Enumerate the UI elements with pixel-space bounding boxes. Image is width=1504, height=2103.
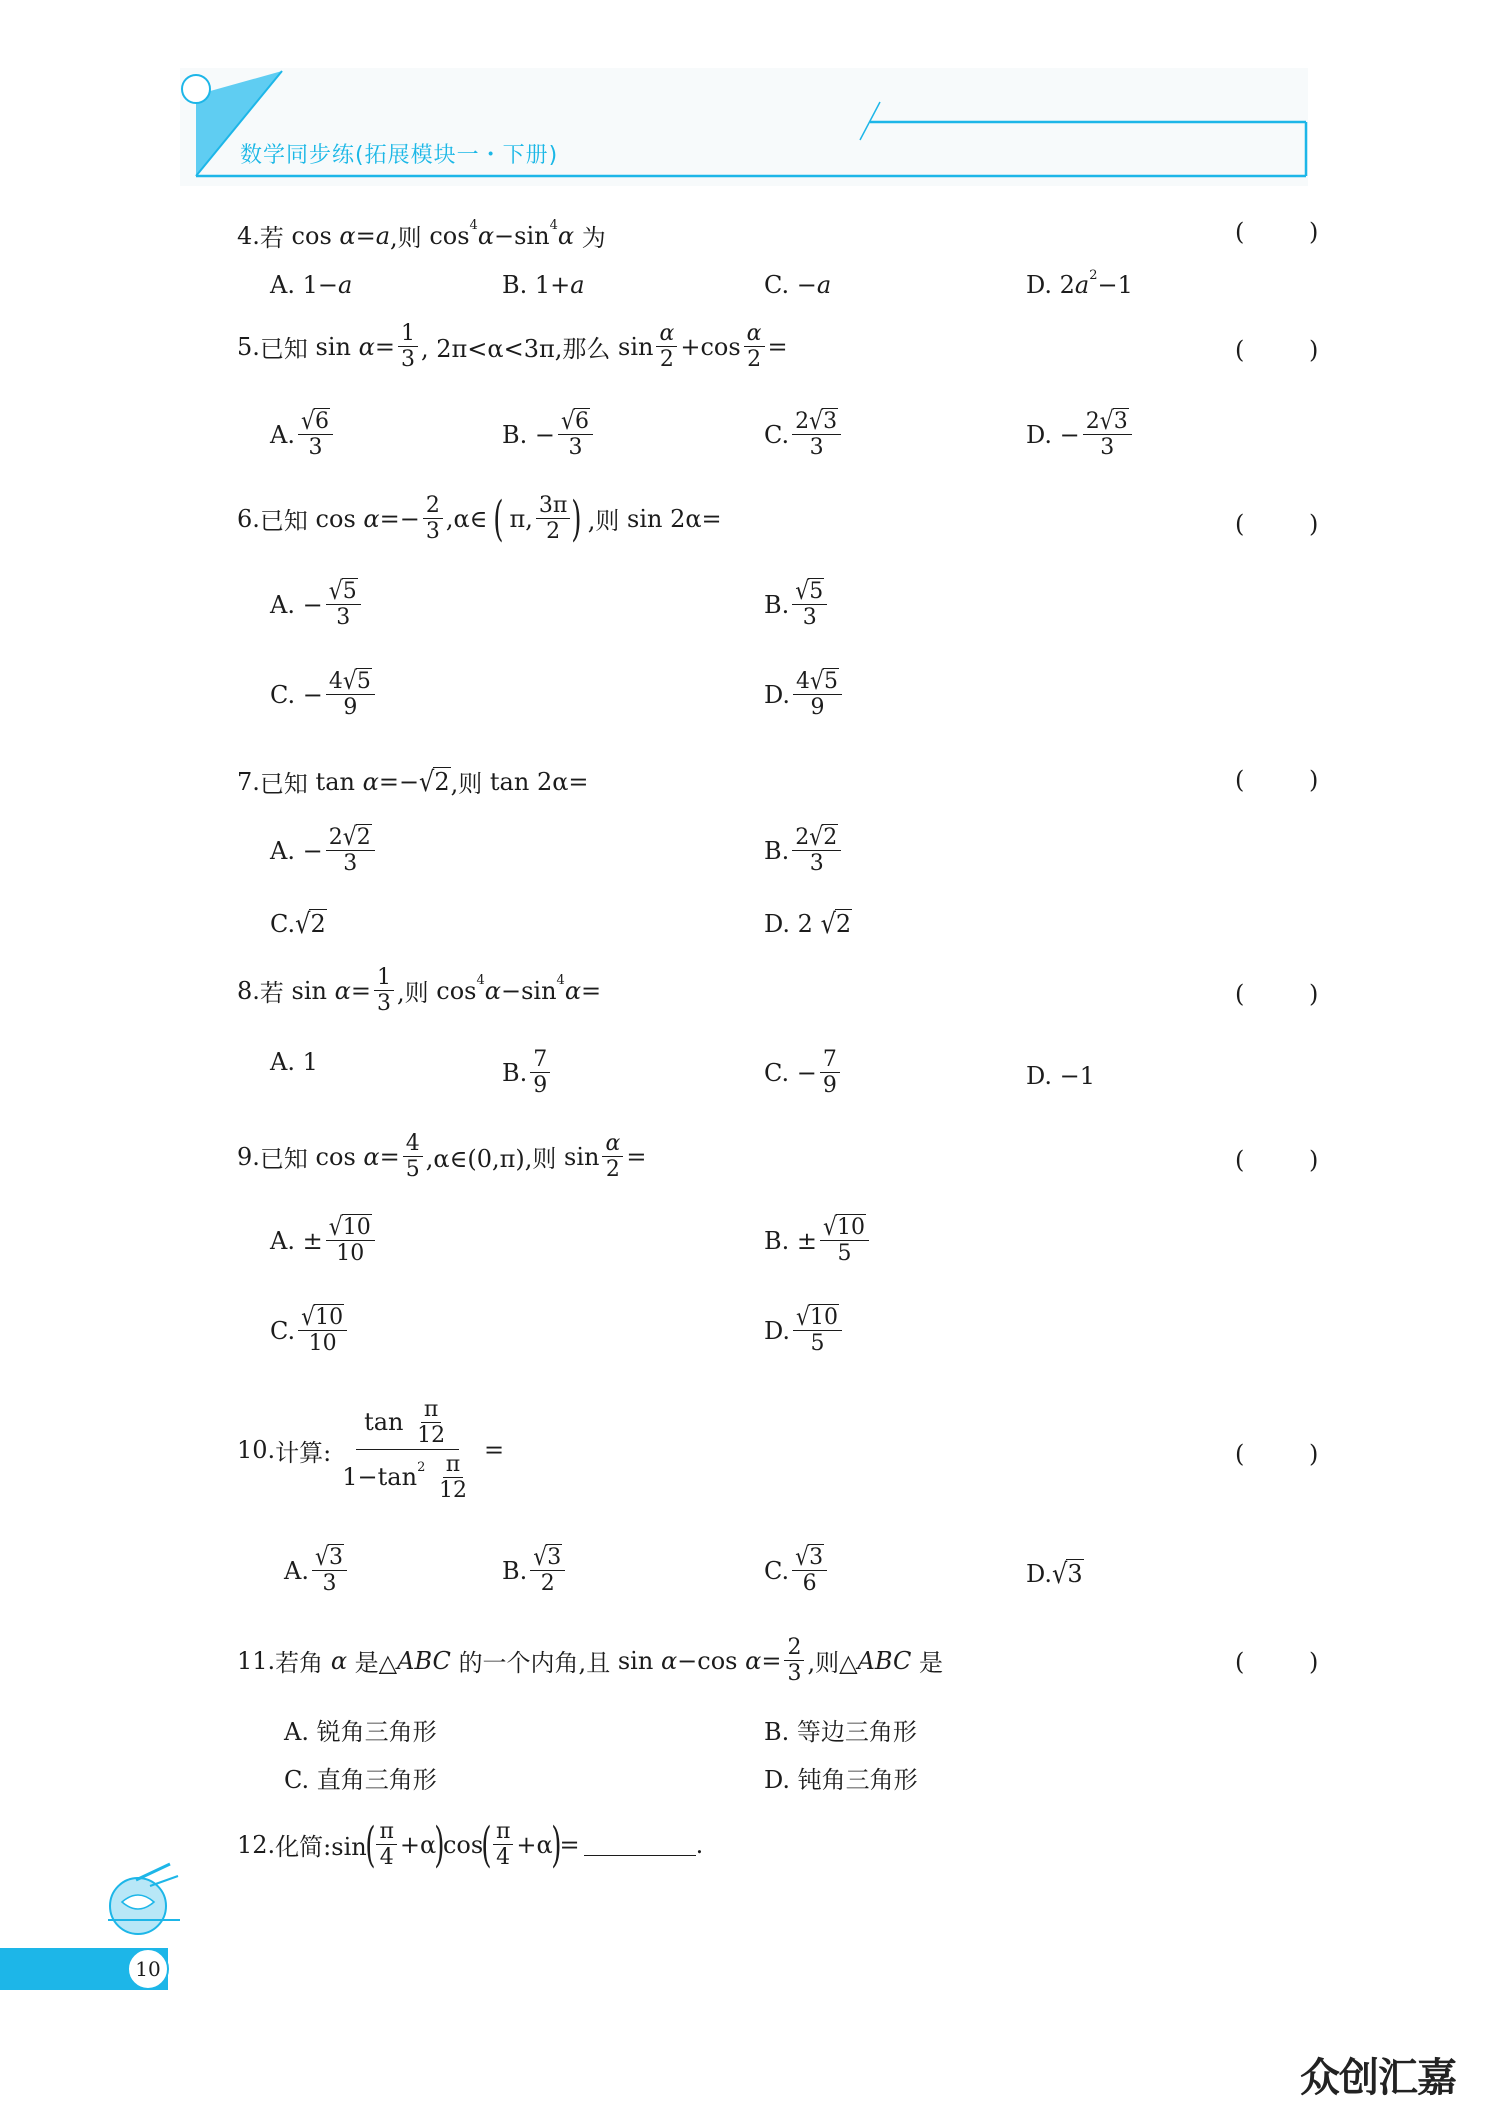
option-c: C. √2 [270, 907, 326, 941]
question-4: 4. 若 cos α = a ,则 cos 4 α − sin 4 α 为 [237, 218, 606, 252]
option-a: A. 锐角三角形 [284, 1718, 437, 1746]
option-d: D. − $\frac{2√3}{3}$ [1026, 410, 1135, 459]
option-d: D. 2 a 2 −1 [1026, 267, 1133, 299]
option-c: C. $\frac{√3}{6}$ [764, 1546, 830, 1595]
watermark: 众创汇嘉 [1300, 2055, 1456, 2101]
page-number: 10 [127, 1948, 169, 1990]
option-d: D. 钝角三角形 [764, 1766, 918, 1794]
answer-paren: ( ) [1235, 218, 1319, 246]
option-b: B. 等边三角形 [764, 1718, 917, 1746]
option-b: B. − $\frac{√6}{3}$ [502, 410, 596, 459]
option-c: C. − $\frac{7}{9}$ [764, 1048, 843, 1097]
question-6: 6. 已知 cos α =− $\frac{2}{3}$ ,α∈ ( π, $\frac{3\pi}{2}$ ) ,则 sin 2α= [237, 490, 722, 547]
option-b: B. 1+ a [502, 271, 585, 299]
header-decoration [0, 0, 1504, 200]
option-d: D. −1 [1026, 1062, 1096, 1090]
answer-paren: ( ) [1235, 336, 1319, 364]
question-11: 11. 若角 α 是△ ABC 的一个内角,且 sin α −cos α = $\frac{2}{3}$ ,则△ ABC 是 [237, 1635, 943, 1687]
answer-paren: ( ) [1235, 510, 1319, 538]
option-c: C. − a [764, 271, 832, 299]
question-8: 8. 若 sin α = $\frac{1}{3}$ ,则 cos 4 α − sin 4 α = [237, 965, 602, 1017]
option-c: C. $\frac{2√3}{3}$ [764, 410, 844, 459]
option-a: A. ± $\frac{√10}{10}$ [270, 1216, 378, 1265]
question-10: 10. 计算: tan $\frac{\pi}{12}$ 1−tan 2 $\frac{\pi}{12}$ = [237, 1397, 505, 1504]
option-b: B. ± $\frac{√10}{5}$ [764, 1216, 872, 1265]
answer-paren: ( ) [1235, 1146, 1319, 1174]
question-9: 9. 已知 cos α = $\frac{4}{5}$ ,α∈(0,π),则 sin $\frac{\alpha}{2}$ = [237, 1131, 647, 1183]
option-b: B. $\frac{7}{9}$ [502, 1048, 553, 1097]
question-12: 12. 化简:sin ( $\frac{\pi}{4}$ +α ) cos ( $\frac{\pi}{4}$ +α ) = . [237, 1816, 704, 1873]
option-b: B. $\frac{√5}{3}$ [764, 580, 830, 629]
option-c: C. $\frac{√10}{10}$ [270, 1306, 350, 1355]
option-d: D. 2 √2 [764, 907, 852, 941]
answer-paren: ( ) [1235, 1440, 1319, 1468]
book-title: 数学同步练(拓展模块一・下册) [240, 143, 559, 168]
option-d: D. √3 [1026, 1557, 1083, 1591]
option-a: A. $\frac{√3}{3}$ [284, 1546, 350, 1595]
question-7: 7. 已知 tan α =− √2 ,则 tan 2α= [237, 765, 589, 798]
option-b: B. $\frac{√3}{2}$ [502, 1546, 568, 1595]
mascot-icon [100, 1858, 190, 1938]
option-c: C. − $\frac{4√5}{9}$ [270, 670, 378, 719]
answer-paren: ( ) [1235, 1648, 1319, 1676]
question-5: 5. 已知 sin α = $\frac{1}{3}$ , 2π<α<3π,那么 sin $\frac{\alpha}{2}$ +cos $\frac{\alpha}{2}$ = [237, 321, 788, 373]
option-c: C. 直角三角形 [284, 1766, 437, 1794]
option-d: D. $\frac{√10}{5}$ [764, 1306, 845, 1355]
option-b: B. $\frac{2√2}{3}$ [764, 826, 844, 875]
answer-blank [584, 1833, 696, 1856]
option-a: A. $\frac{√6}{3}$ [270, 410, 336, 459]
answer-paren: ( ) [1235, 980, 1319, 1008]
option-a: A. 1 [270, 1048, 318, 1076]
option-a: A. − $\frac{√5}{3}$ [270, 580, 364, 629]
answer-paren: ( ) [1235, 766, 1319, 794]
option-a: A. − $\frac{2√2}{3}$ [270, 826, 378, 875]
option-d: D. $\frac{4√5}{9}$ [764, 670, 845, 719]
option-a: A. 1− a [270, 271, 353, 299]
